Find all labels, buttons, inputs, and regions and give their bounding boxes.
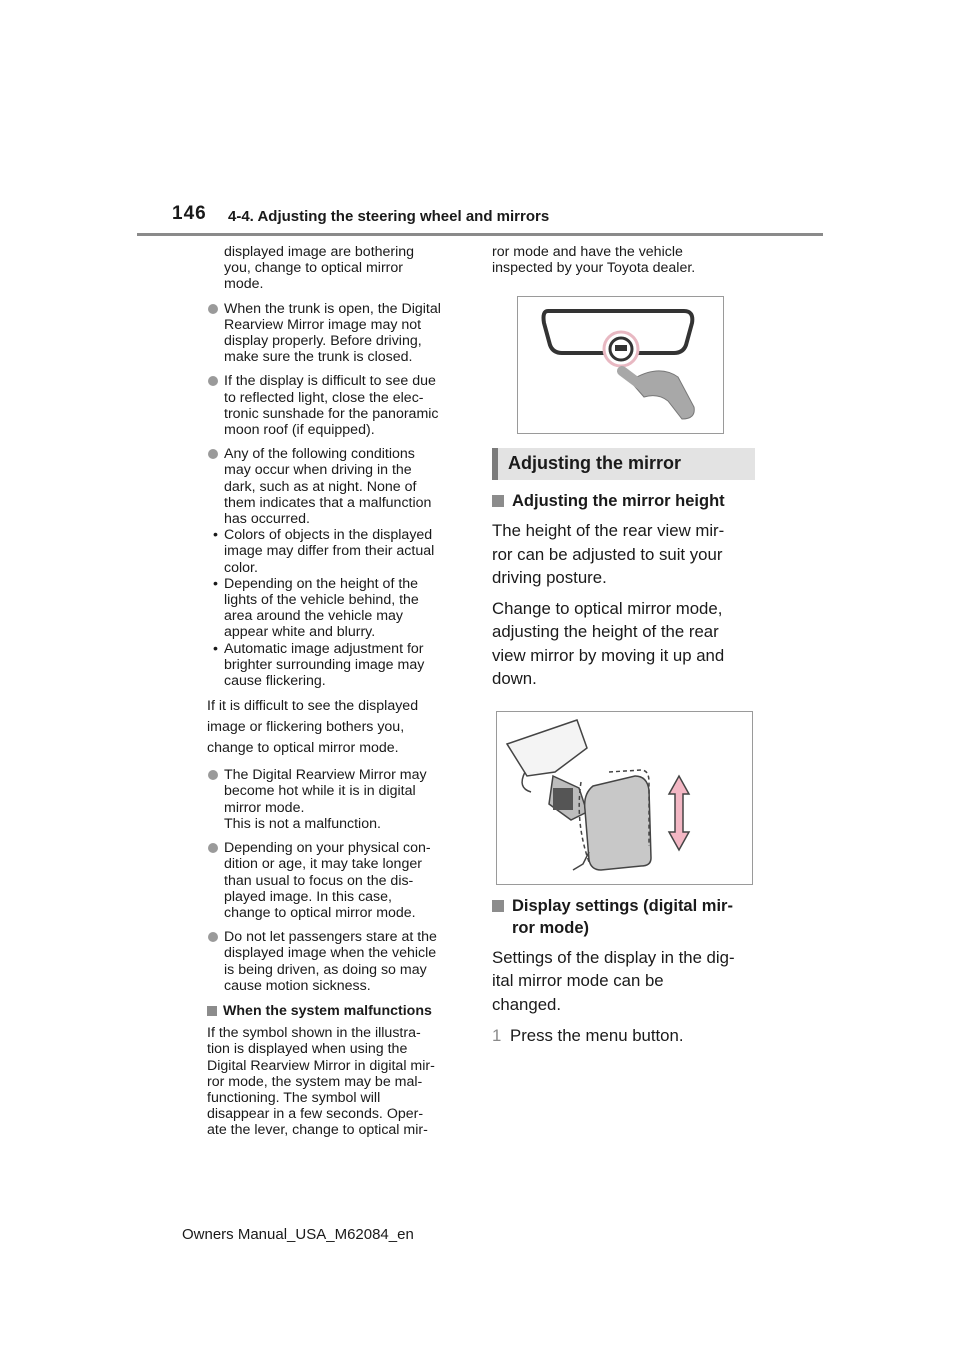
text-line: has occurred. <box>224 511 310 528</box>
text-line: area around the vehicle may <box>224 608 404 625</box>
continued-text <box>492 244 754 276</box>
text-line: display properly. Before driving, <box>224 333 422 350</box>
text-line: displayed image when the vehicle <box>224 945 437 962</box>
text-line: change to optical mirror mode. <box>224 904 416 921</box>
text-line: Digital Rearview Mirror in digital mir- <box>207 1057 435 1074</box>
text-line: The height of the rear view mir- <box>492 521 725 541</box>
text-line: appear white and blurry. <box>224 624 376 641</box>
square-bullet-icon <box>207 1006 217 1016</box>
text-line: Any of the following conditions <box>224 446 415 463</box>
text-line: color. <box>224 559 258 576</box>
mirror-adjust-icon <box>497 712 752 884</box>
bullet-item <box>207 929 469 994</box>
text-line: cause flickering. <box>224 673 326 690</box>
sub-list-item <box>207 641 469 690</box>
text-line: brighter surrounding image may <box>224 656 425 673</box>
sub-bullet-icon: • <box>213 527 218 544</box>
continued-text <box>207 244 469 293</box>
text-line: played image. In this case, <box>224 888 392 905</box>
text-line: tion is displayed when using the <box>207 1041 408 1058</box>
text-line: Rearview Mirror image may not <box>224 316 422 333</box>
bullet-dot-icon <box>208 843 218 853</box>
page-number: 146 <box>172 203 207 224</box>
sub-list-item <box>207 527 469 576</box>
text-line: mode. <box>224 276 264 293</box>
text-line: The Digital Rearview Mirror may <box>224 767 427 784</box>
text-line: Automatic image adjustment for <box>224 640 424 657</box>
text-line: is being driven, as doing so may <box>224 961 427 978</box>
bullet-dot-icon <box>208 932 218 942</box>
mirror-symbol-illustration <box>517 296 724 434</box>
text-line: become hot while it is in digital <box>224 783 416 800</box>
text-line: to reflected light, close the elec- <box>224 389 424 406</box>
bullet-item <box>207 301 469 366</box>
text-line: ror mode, the system may be mal- <box>207 1073 423 1090</box>
bullet-item <box>207 446 469 527</box>
bullet-dot-icon <box>208 376 218 386</box>
step-number: 1 <box>492 1026 502 1046</box>
text-line: Do not let passengers stare at the <box>224 929 437 946</box>
bullet-item <box>207 373 469 438</box>
page-header <box>0 0 960 240</box>
text-line: ror mode and have the vehicle <box>492 244 683 260</box>
text-line: tronic sunshade for the panoramic <box>224 405 439 422</box>
text-line: mirror mode. <box>224 799 305 816</box>
text-line: than usual to focus on the dis- <box>224 872 414 889</box>
mirror-height-heading: Adjusting the mirror height <box>492 490 754 512</box>
header-divider <box>137 233 823 236</box>
text-line: ate the lever, change to optical mir- <box>207 1122 428 1139</box>
sub-bullet-icon: • <box>213 640 218 657</box>
text-line: If it is difficult to see the displayed <box>207 698 419 715</box>
bullet-item <box>207 767 469 832</box>
bullet-dot-icon <box>208 770 218 780</box>
bullet-dot-icon <box>208 304 218 314</box>
mirror-height-illustration <box>496 711 753 885</box>
right-column <box>492 244 754 1048</box>
paragraph <box>207 696 469 759</box>
text-line: inspected by your Toyota dealer. <box>492 260 696 277</box>
malfunction-heading: When the system malfunctions <box>207 1003 469 1019</box>
text-line: moon roof (if equipped). <box>224 422 375 439</box>
paragraph <box>492 946 754 1017</box>
text-line: ror mode) <box>512 918 590 937</box>
text-line: If the symbol shown in the illustra- <box>207 1025 421 1042</box>
text-line: may occur when driving in the <box>224 462 412 479</box>
left-column <box>207 244 469 1139</box>
text-line: you, change to optical mirror <box>224 260 404 277</box>
text-line: make sure the trunk is closed. <box>224 349 413 366</box>
section-banner: Adjusting the mirror <box>492 448 755 480</box>
text-line: dark, such as at night. None of <box>224 478 417 495</box>
paragraph <box>492 597 754 691</box>
malfunction-paragraph <box>207 1025 469 1138</box>
text-line: Depending on the height of the <box>224 575 419 592</box>
text-line: displayed image are bothering <box>224 244 415 260</box>
section-title: 4-4. Adjusting the steering wheel and mirrors <box>228 208 550 225</box>
bullet-dot-icon <box>208 449 218 459</box>
text-line: driving posture. <box>492 568 607 588</box>
text-line: ror can be adjusted to suit your <box>492 544 723 564</box>
footer-text: Owners Manual_USA_M62084_en <box>182 1226 414 1243</box>
text-line: down. <box>492 669 537 689</box>
text-line: disappear in a few seconds. Oper- <box>207 1106 424 1123</box>
text-line: When the trunk is open, the Digital <box>224 300 441 317</box>
text-line: adjusting the height of the rear <box>492 622 719 642</box>
mirror-warning-icon <box>518 297 723 433</box>
paragraph <box>492 519 754 590</box>
display-settings-heading <box>492 895 754 939</box>
text-line: Change to optical mirror mode, <box>492 598 723 618</box>
sub-bullet-icon: • <box>213 575 218 592</box>
text-line: Depending on your physical con- <box>224 840 431 857</box>
text-line: This is not a malfunction. <box>224 815 381 832</box>
text-line: dition or age, it may take longer <box>224 856 422 873</box>
text-line: image or flickering bothers you, <box>207 719 405 736</box>
square-bullet-icon <box>492 495 504 507</box>
text-line: changed. <box>492 994 562 1014</box>
sub-list-item <box>207 576 469 641</box>
text-line: view mirror by moving it up and <box>492 645 725 665</box>
square-bullet-icon <box>492 900 504 912</box>
step-text: Press the menu button. <box>510 1026 684 1046</box>
text-line: them indicates that a malfunction <box>224 494 432 511</box>
text-line: ital mirror mode can be <box>492 971 664 991</box>
text-line: Colors of objects in the displayed <box>224 527 433 544</box>
text-line: Settings of the display in the dig- <box>492 947 735 967</box>
text-line: lights of the vehicle behind, the <box>224 592 419 609</box>
text-line: change to optical mirror mode. <box>207 740 399 757</box>
text-line: image may differ from their actual <box>224 543 435 560</box>
text-line: Display settings (digital mir- <box>512 896 733 915</box>
bullet-item <box>207 840 469 921</box>
step-item <box>492 1024 754 1048</box>
text-line: If the display is difficult to see due <box>224 373 436 390</box>
text-line: cause motion sickness. <box>224 977 371 994</box>
text-line: functioning. The symbol will <box>207 1089 381 1106</box>
